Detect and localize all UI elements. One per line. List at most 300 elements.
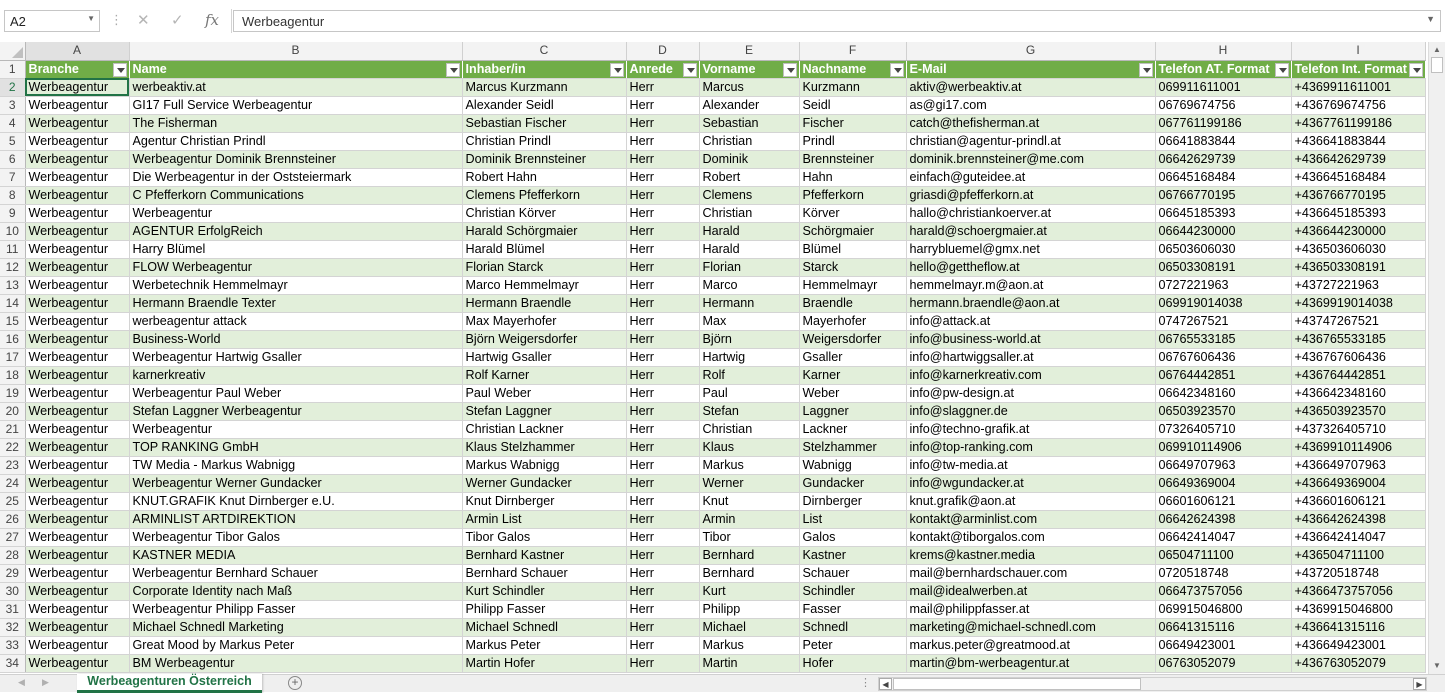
- enter-check-icon[interactable]: ✓: [171, 12, 184, 29]
- cell[interactable]: Werbeagentur: [25, 402, 129, 420]
- cell[interactable]: 07326405710: [1155, 420, 1291, 438]
- cell[interactable]: 06504711100: [1155, 546, 1291, 564]
- cell[interactable]: Werbeagentur: [129, 204, 462, 222]
- cell[interactable]: hermann.braendle@aon.at: [906, 294, 1155, 312]
- cell[interactable]: catch@thefisherman.at: [906, 114, 1155, 132]
- cell[interactable]: 06649369004: [1155, 474, 1291, 492]
- cell[interactable]: Peter: [799, 636, 906, 654]
- filter-dropdown-icon[interactable]: [683, 63, 697, 77]
- cell[interactable]: Werbeagentur: [25, 96, 129, 114]
- cell[interactable]: Stefan Laggner: [462, 402, 626, 420]
- cell[interactable]: Schörgmaier: [799, 222, 906, 240]
- cell[interactable]: Schindler: [799, 582, 906, 600]
- row-header[interactable]: 29: [0, 564, 25, 582]
- insert-function-icon[interactable]: fx: [205, 11, 220, 29]
- cell[interactable]: 069911611001: [1155, 78, 1291, 96]
- cell[interactable]: Tibor: [699, 528, 799, 546]
- cell[interactable]: Weigersdorfer: [799, 330, 906, 348]
- cell[interactable]: KNUT.GRAFIK Knut Dirnberger e.U.: [129, 492, 462, 510]
- cell[interactable]: Werbeagentur: [25, 366, 129, 384]
- filter-dropdown-icon[interactable]: [1409, 63, 1423, 77]
- cell[interactable]: Hartwig: [699, 348, 799, 366]
- cell[interactable]: Herr: [626, 222, 699, 240]
- cell[interactable]: Galos: [799, 528, 906, 546]
- cell[interactable]: Mayerhofer: [799, 312, 906, 330]
- spreadsheet-grid[interactable]: [0, 42, 1428, 674]
- cell[interactable]: 066473757056: [1155, 582, 1291, 600]
- cell[interactable]: Werbeagentur: [25, 420, 129, 438]
- cell[interactable]: Schnedl: [799, 618, 906, 636]
- cell[interactable]: Dominik: [699, 150, 799, 168]
- cell[interactable]: Bernhard Schauer: [462, 564, 626, 582]
- row-header[interactable]: 5: [0, 132, 25, 150]
- cell[interactable]: +436766770195: [1291, 186, 1425, 204]
- cell[interactable]: Paul: [699, 384, 799, 402]
- row-header[interactable]: 25: [0, 492, 25, 510]
- cell[interactable]: martin@bm-werbeagentur.at: [906, 654, 1155, 672]
- cell[interactable]: Werbeagentur: [25, 258, 129, 276]
- row-header[interactable]: 16: [0, 330, 25, 348]
- cell[interactable]: Hemmelmayr: [799, 276, 906, 294]
- cell[interactable]: Björn: [699, 330, 799, 348]
- column-header-c[interactable]: C: [462, 42, 626, 60]
- cell[interactable]: +4369915046800: [1291, 600, 1425, 618]
- table-header-cell[interactable]: [1155, 60, 1291, 78]
- cell[interactable]: Fischer: [799, 114, 906, 132]
- cell[interactable]: info@techno-grafik.at: [906, 420, 1155, 438]
- cell[interactable]: Werbeagentur: [25, 168, 129, 186]
- cell[interactable]: Harald Schörgmaier: [462, 222, 626, 240]
- cell[interactable]: Herr: [626, 366, 699, 384]
- cell[interactable]: +436649423001: [1291, 636, 1425, 654]
- cell[interactable]: Herr: [626, 510, 699, 528]
- cell[interactable]: info@attack.at: [906, 312, 1155, 330]
- cell[interactable]: Werbeagentur: [25, 618, 129, 636]
- horizontal-scrollbar[interactable]: [878, 677, 1427, 691]
- cell[interactable]: markus.peter@greatmood.at: [906, 636, 1155, 654]
- cell[interactable]: Harry Blümel: [129, 240, 462, 258]
- cell[interactable]: Hartwig Gsaller: [462, 348, 626, 366]
- row-header[interactable]: 15: [0, 312, 25, 330]
- cell[interactable]: Laggner: [799, 402, 906, 420]
- row-header[interactable]: 11: [0, 240, 25, 258]
- filter-dropdown-icon[interactable]: [610, 63, 624, 77]
- cell[interactable]: hallo@christiankoerver.at: [906, 204, 1155, 222]
- table-header-cell[interactable]: [699, 60, 799, 78]
- cell[interactable]: Herr: [626, 348, 699, 366]
- cell[interactable]: 06503308191: [1155, 258, 1291, 276]
- cell[interactable]: krems@kastner.media: [906, 546, 1155, 564]
- cell[interactable]: Marcus: [699, 78, 799, 96]
- scroll-thumb-horizontal[interactable]: [893, 678, 1141, 690]
- cell[interactable]: Markus Peter: [462, 636, 626, 654]
- cell[interactable]: mail@bernhardschauer.com: [906, 564, 1155, 582]
- cell[interactable]: Markus Wabnigg: [462, 456, 626, 474]
- column-header-i[interactable]: I: [1291, 42, 1425, 60]
- cell[interactable]: +436504711100: [1291, 546, 1425, 564]
- cell[interactable]: Werbeagentur: [25, 600, 129, 618]
- scroll-down-icon[interactable]: ▼: [1433, 661, 1441, 670]
- more-options-icon[interactable]: ⋮: [110, 12, 123, 27]
- filter-dropdown-icon[interactable]: [1275, 63, 1289, 77]
- cell[interactable]: +436649707963: [1291, 456, 1425, 474]
- row-header[interactable]: 21: [0, 420, 25, 438]
- cell[interactable]: Marco Hemmelmayr: [462, 276, 626, 294]
- cell[interactable]: GI17 Full Service Werbeagentur: [129, 96, 462, 114]
- cell[interactable]: Stelzhammer: [799, 438, 906, 456]
- row-header[interactable]: 27: [0, 528, 25, 546]
- cell[interactable]: Werbeagentur Philipp Fasser: [129, 600, 462, 618]
- cell[interactable]: Herr: [626, 240, 699, 258]
- cell[interactable]: Herr: [626, 546, 699, 564]
- cell[interactable]: werbeaktiv.at: [129, 78, 462, 96]
- cell[interactable]: 06649707963: [1155, 456, 1291, 474]
- cell[interactable]: +436642414047: [1291, 528, 1425, 546]
- row-header[interactable]: 8: [0, 186, 25, 204]
- cell[interactable]: Werbeagentur: [25, 438, 129, 456]
- cell[interactable]: Herr: [626, 150, 699, 168]
- cell[interactable]: Werbeagentur: [25, 348, 129, 366]
- cell[interactable]: KASTNER MEDIA: [129, 546, 462, 564]
- cell[interactable]: BM Werbeagentur: [129, 654, 462, 672]
- cell[interactable]: +436641315116: [1291, 618, 1425, 636]
- cell[interactable]: 06645185393: [1155, 204, 1291, 222]
- cell[interactable]: Werbeagentur: [25, 204, 129, 222]
- cell[interactable]: Sebastian: [699, 114, 799, 132]
- cell[interactable]: Werbeagentur: [25, 456, 129, 474]
- cell[interactable]: Lackner: [799, 420, 906, 438]
- cell[interactable]: Die Werbeagentur in der Oststeiermark: [129, 168, 462, 186]
- cell[interactable]: 06642414047: [1155, 528, 1291, 546]
- cell[interactable]: Gundacker: [799, 474, 906, 492]
- cell[interactable]: Klaus Stelzhammer: [462, 438, 626, 456]
- cell[interactable]: +436765533185: [1291, 330, 1425, 348]
- cell[interactable]: +436644230000: [1291, 222, 1425, 240]
- select-all-icon[interactable]: [12, 47, 23, 58]
- cell[interactable]: Werner: [699, 474, 799, 492]
- cell[interactable]: Werbeagentur: [25, 474, 129, 492]
- cell[interactable]: Herr: [626, 384, 699, 402]
- cell[interactable]: Robert Hahn: [462, 168, 626, 186]
- cell[interactable]: Great Mood by Markus Peter: [129, 636, 462, 654]
- table-header-cell[interactable]: [626, 60, 699, 78]
- cell[interactable]: 06645168484: [1155, 168, 1291, 186]
- cell[interactable]: Herr: [626, 96, 699, 114]
- cell[interactable]: Markus: [699, 636, 799, 654]
- cell[interactable]: einfach@guteidee.at: [906, 168, 1155, 186]
- cell[interactable]: Werbeagentur: [25, 546, 129, 564]
- row-header[interactable]: 32: [0, 618, 25, 636]
- scroll-up-icon[interactable]: ▲: [1433, 45, 1441, 54]
- cell[interactable]: Werbeagentur: [25, 294, 129, 312]
- cell[interactable]: Max: [699, 312, 799, 330]
- cell[interactable]: Christian: [699, 420, 799, 438]
- cell[interactable]: FLOW Werbeagentur: [129, 258, 462, 276]
- row-header[interactable]: 14: [0, 294, 25, 312]
- cell[interactable]: Werbeagentur Bernhard Schauer: [129, 564, 462, 582]
- cell[interactable]: Markus: [699, 456, 799, 474]
- cell[interactable]: Prindl: [799, 132, 906, 150]
- scroll-thumb[interactable]: [1431, 57, 1443, 73]
- cell[interactable]: info@business-world.at: [906, 330, 1155, 348]
- cell[interactable]: Kurt: [699, 582, 799, 600]
- row-header[interactable]: 18: [0, 366, 25, 384]
- cell[interactable]: +4369910114906: [1291, 438, 1425, 456]
- cell[interactable]: Harald Blümel: [462, 240, 626, 258]
- row-header[interactable]: 24: [0, 474, 25, 492]
- cell[interactable]: Alexander: [699, 96, 799, 114]
- cell[interactable]: Pfefferkorn: [799, 186, 906, 204]
- cell[interactable]: hello@gettheflow.at: [906, 258, 1155, 276]
- cell[interactable]: Armin: [699, 510, 799, 528]
- cell[interactable]: Herr: [626, 330, 699, 348]
- cell[interactable]: Björn Weigersdorfer: [462, 330, 626, 348]
- cell[interactable]: 069910114906: [1155, 438, 1291, 456]
- cell[interactable]: Herr: [626, 294, 699, 312]
- table-header-cell[interactable]: [906, 60, 1155, 78]
- table-header-cell[interactable]: [1291, 60, 1425, 78]
- cell[interactable]: Herr: [626, 564, 699, 582]
- cell[interactable]: Knut: [699, 492, 799, 510]
- cell[interactable]: info@slaggner.de: [906, 402, 1155, 420]
- row-header[interactable]: 7: [0, 168, 25, 186]
- cell[interactable]: Armin List: [462, 510, 626, 528]
- vertical-scrollbar[interactable]: [1428, 42, 1445, 674]
- cell[interactable]: Stefan: [699, 402, 799, 420]
- cell[interactable]: +436769674756: [1291, 96, 1425, 114]
- cell[interactable]: Agentur Christian Prindl: [129, 132, 462, 150]
- cell[interactable]: 06767606436: [1155, 348, 1291, 366]
- cell[interactable]: Dirnberger: [799, 492, 906, 510]
- cell[interactable]: mail@idealwerben.at: [906, 582, 1155, 600]
- cell[interactable]: Harald: [699, 240, 799, 258]
- cell[interactable]: AGENTUR ErfolgReich: [129, 222, 462, 240]
- cell[interactable]: +436642629739: [1291, 150, 1425, 168]
- select-all-corner[interactable]: [0, 42, 25, 60]
- cell[interactable]: kontakt@arminlist.com: [906, 510, 1155, 528]
- row-header[interactable]: 33: [0, 636, 25, 654]
- row-header[interactable]: 19: [0, 384, 25, 402]
- table-header-cell[interactable]: [799, 60, 906, 78]
- row-header[interactable]: 30: [0, 582, 25, 600]
- cell[interactable]: Werbeagentur: [25, 636, 129, 654]
- cell[interactable]: Gsaller: [799, 348, 906, 366]
- cell[interactable]: 06764442851: [1155, 366, 1291, 384]
- table-header-cell[interactable]: [129, 60, 462, 78]
- cell[interactable]: Bernhard: [699, 564, 799, 582]
- cell[interactable]: +436641883844: [1291, 132, 1425, 150]
- cell[interactable]: Herr: [626, 456, 699, 474]
- row-header[interactable]: 9: [0, 204, 25, 222]
- row-header[interactable]: 23: [0, 456, 25, 474]
- cell[interactable]: Werbeagentur Werner Gundacker: [129, 474, 462, 492]
- cell[interactable]: Paul Weber: [462, 384, 626, 402]
- cell[interactable]: Schauer: [799, 564, 906, 582]
- cell[interactable]: +437326405710: [1291, 420, 1425, 438]
- cell[interactable]: Herr: [626, 474, 699, 492]
- cell[interactable]: Christian Körver: [462, 204, 626, 222]
- row-header[interactable]: 4: [0, 114, 25, 132]
- cell[interactable]: Starck: [799, 258, 906, 276]
- cell[interactable]: 06649423001: [1155, 636, 1291, 654]
- cell[interactable]: +436503606030: [1291, 240, 1425, 258]
- cell[interactable]: ARMINLIST ARTDIREKTION: [129, 510, 462, 528]
- cell[interactable]: griasdi@pfefferkorn.at: [906, 186, 1155, 204]
- cell[interactable]: +4367761199186: [1291, 114, 1425, 132]
- cell[interactable]: +436763052079: [1291, 654, 1425, 672]
- cell[interactable]: 0747267521: [1155, 312, 1291, 330]
- filter-dropdown-icon[interactable]: [890, 63, 904, 77]
- cell[interactable]: +43747267521: [1291, 312, 1425, 330]
- row-header[interactable]: 12: [0, 258, 25, 276]
- cell[interactable]: +436601606121: [1291, 492, 1425, 510]
- cell[interactable]: +436767606436: [1291, 348, 1425, 366]
- cell[interactable]: Klaus: [699, 438, 799, 456]
- cell[interactable]: 06642348160: [1155, 384, 1291, 402]
- cell[interactable]: +436645185393: [1291, 204, 1425, 222]
- cell[interactable]: Clemens Pfefferkorn: [462, 186, 626, 204]
- cell[interactable]: 0727221963: [1155, 276, 1291, 294]
- cell[interactable]: 06503606030: [1155, 240, 1291, 258]
- row-header[interactable]: 20: [0, 402, 25, 420]
- cell[interactable]: +436503308191: [1291, 258, 1425, 276]
- cell[interactable]: +436642348160: [1291, 384, 1425, 402]
- row-header[interactable]: 31: [0, 600, 25, 618]
- cell[interactable]: 06765533185: [1155, 330, 1291, 348]
- cell[interactable]: Kurt Schindler: [462, 582, 626, 600]
- cell[interactable]: Herr: [626, 258, 699, 276]
- cell[interactable]: dominik.brennsteiner@me.com: [906, 150, 1155, 168]
- cell[interactable]: Martin: [699, 654, 799, 672]
- cell[interactable]: Herr: [626, 78, 699, 96]
- cell[interactable]: Bernhard: [699, 546, 799, 564]
- cell[interactable]: Sebastian Fischer: [462, 114, 626, 132]
- cell[interactable]: Körver: [799, 204, 906, 222]
- filter-dropdown-icon[interactable]: [1139, 63, 1153, 77]
- cell[interactable]: kontakt@tiborgalos.com: [906, 528, 1155, 546]
- cell[interactable]: Martin Hofer: [462, 654, 626, 672]
- expand-formula-icon[interactable]: ▼: [1426, 14, 1435, 24]
- cell[interactable]: Hahn: [799, 168, 906, 186]
- cell[interactable]: Max Mayerhofer: [462, 312, 626, 330]
- column-header-e[interactable]: E: [699, 42, 799, 60]
- cell[interactable]: Christian: [699, 132, 799, 150]
- row-header[interactable]: 2: [0, 78, 25, 96]
- cell[interactable]: TOP RANKING GmbH: [129, 438, 462, 456]
- cell[interactable]: 06763052079: [1155, 654, 1291, 672]
- cell[interactable]: +43727221963: [1291, 276, 1425, 294]
- cell[interactable]: +4369919014038: [1291, 294, 1425, 312]
- cell[interactable]: as@gi17.com: [906, 96, 1155, 114]
- cell[interactable]: Werbeagentur: [25, 330, 129, 348]
- cell[interactable]: Werbeagentur: [129, 420, 462, 438]
- cell[interactable]: Bernhard Kastner: [462, 546, 626, 564]
- cell[interactable]: marketing@michael-schnedl.com: [906, 618, 1155, 636]
- cell[interactable]: +436649369004: [1291, 474, 1425, 492]
- row-header[interactable]: 22: [0, 438, 25, 456]
- cell[interactable]: hemmelmayr.m@aon.at: [906, 276, 1155, 294]
- row-header[interactable]: 26: [0, 510, 25, 528]
- cell[interactable]: Herr: [626, 204, 699, 222]
- cell[interactable]: 06644230000: [1155, 222, 1291, 240]
- cell[interactable]: Marcus Kurzmann: [462, 78, 626, 96]
- cell[interactable]: Kastner: [799, 546, 906, 564]
- cell[interactable]: 06641883844: [1155, 132, 1291, 150]
- cell[interactable]: Herr: [626, 186, 699, 204]
- row-header[interactable]: 10: [0, 222, 25, 240]
- cell[interactable]: Alexander Seidl: [462, 96, 626, 114]
- cell[interactable]: Stefan Laggner Werbeagentur: [129, 402, 462, 420]
- cell[interactable]: Clemens: [699, 186, 799, 204]
- cell[interactable]: Herr: [626, 600, 699, 618]
- cell[interactable]: Blümel: [799, 240, 906, 258]
- cell[interactable]: Christian Lackner: [462, 420, 626, 438]
- cell[interactable]: +436764442851: [1291, 366, 1425, 384]
- cell[interactable]: The Fisherman: [129, 114, 462, 132]
- table-header-cell[interactable]: [462, 60, 626, 78]
- cell[interactable]: Werbeagentur: [25, 654, 129, 672]
- cell[interactable]: Christian Prindl: [462, 132, 626, 150]
- column-header-a[interactable]: A: [25, 42, 129, 60]
- cell[interactable]: 069919014038: [1155, 294, 1291, 312]
- cell[interactable]: Tibor Galos: [462, 528, 626, 546]
- cell[interactable]: 06642624398: [1155, 510, 1291, 528]
- cell[interactable]: Werbeagentur: [25, 582, 129, 600]
- cell[interactable]: Herr: [626, 276, 699, 294]
- column-header-b[interactable]: B: [129, 42, 462, 60]
- cell[interactable]: Fasser: [799, 600, 906, 618]
- cell[interactable]: Hermann: [699, 294, 799, 312]
- cell[interactable]: Braendle: [799, 294, 906, 312]
- cell[interactable]: 067761199186: [1155, 114, 1291, 132]
- cell[interactable]: Wabnigg: [799, 456, 906, 474]
- cell[interactable]: mail@philippfasser.at: [906, 600, 1155, 618]
- row-header[interactable]: 3: [0, 96, 25, 114]
- column-header-d[interactable]: D: [626, 42, 699, 60]
- cell[interactable]: 06769674756: [1155, 96, 1291, 114]
- cell[interactable]: +436642624398: [1291, 510, 1425, 528]
- cell[interactable]: 0720518748: [1155, 564, 1291, 582]
- cell[interactable]: Marco: [699, 276, 799, 294]
- filter-dropdown-icon[interactable]: [446, 63, 460, 77]
- prev-sheet-icon[interactable]: ◀: [18, 677, 25, 687]
- column-header-h[interactable]: H: [1155, 42, 1291, 60]
- cell[interactable]: Philipp: [699, 600, 799, 618]
- table-header-cell[interactable]: [25, 60, 129, 78]
- row-header[interactable]: 6: [0, 150, 25, 168]
- cell[interactable]: Werbeagentur: [25, 492, 129, 510]
- cell[interactable]: Herr: [626, 582, 699, 600]
- cell[interactable]: info@wgundacker.at: [906, 474, 1155, 492]
- cell[interactable]: Seidl: [799, 96, 906, 114]
- cell[interactable]: Brennsteiner: [799, 150, 906, 168]
- cell[interactable]: christian@agentur-prindl.at: [906, 132, 1155, 150]
- cell[interactable]: +4366473757056: [1291, 582, 1425, 600]
- cell[interactable]: Werbeagentur: [25, 510, 129, 528]
- cell[interactable]: Philipp Fasser: [462, 600, 626, 618]
- filter-dropdown-icon[interactable]: [113, 63, 127, 77]
- cell[interactable]: Herr: [626, 312, 699, 330]
- cell[interactable]: Robert: [699, 168, 799, 186]
- cell[interactable]: Herr: [626, 114, 699, 132]
- cell[interactable]: Werbeagentur: [25, 150, 129, 168]
- row-header[interactable]: 17: [0, 348, 25, 366]
- cell[interactable]: List: [799, 510, 906, 528]
- row-header[interactable]: 28: [0, 546, 25, 564]
- cell[interactable]: 06766770195: [1155, 186, 1291, 204]
- cell[interactable]: Werner Gundacker: [462, 474, 626, 492]
- cell[interactable]: Werbeagentur: [25, 132, 129, 150]
